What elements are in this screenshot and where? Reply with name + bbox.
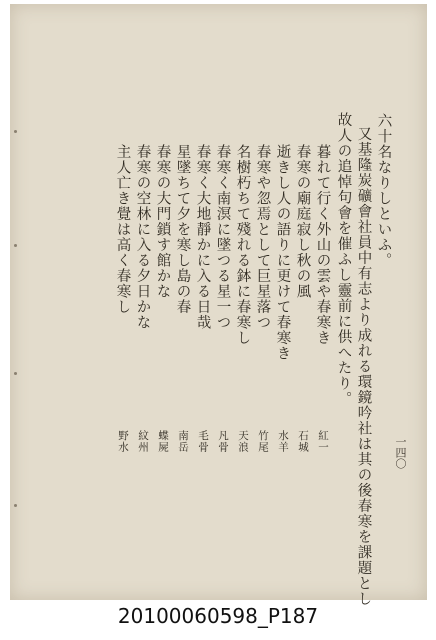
image-caption: 20100060598_P187 <box>117 604 319 628</box>
text-column: 又基隆炭礦會社員中有志より成れる環鏡吟社は其の後春寒を課題とし <box>355 126 372 607</box>
author-name: 紅一 <box>317 430 329 453</box>
author-name: 竹尾 <box>257 430 269 453</box>
text-column: 六十名なりしといふ。 <box>375 113 392 268</box>
binding-hole <box>14 372 17 375</box>
author-name: 天浪 <box>237 430 249 453</box>
haiku-line: 暮れて行く外山の雲や春寒き <box>314 144 331 346</box>
haiku-line: 春寒く南溟に墜つる星一つ <box>214 144 231 330</box>
author-name: 紋州 <box>137 430 149 453</box>
text-column: 故人の追悼句會を催ふし靈前に供へたり。 <box>335 112 352 407</box>
haiku-line: 春寒の空林に入る夕日かな <box>134 144 151 330</box>
haiku-line: 春寒く大地靜かに入る日哉 <box>194 144 211 330</box>
document-page <box>10 4 427 607</box>
author-name: 凡骨 <box>217 430 229 453</box>
page-number: 一四〇 <box>394 436 407 469</box>
author-name: 南岳 <box>177 430 189 453</box>
haiku-line: 主人亡き覺は高く春寒し <box>114 144 131 315</box>
haiku-line: 春寒の廟庭寂し秋の風 <box>294 144 311 299</box>
author-name: 野水 <box>117 430 129 453</box>
binding-hole <box>14 504 17 507</box>
author-name: 石城 <box>297 430 309 453</box>
author-name: 蝶屍 <box>157 430 169 453</box>
haiku-line: 星墜ちて夕を寒し島の春 <box>174 144 191 315</box>
binding-hole <box>14 130 17 133</box>
haiku-line: 名樹朽ちて殘れる鉢に春寒し <box>234 144 251 346</box>
haiku-line: 逝きし人の語りに更けて春寒き <box>274 144 291 361</box>
binding-hole <box>14 244 17 247</box>
author-name: 水羊 <box>277 430 289 453</box>
haiku-line: 春寒の大門鎖す館かな <box>154 144 171 299</box>
haiku-line: 春寒や忽焉として巨星落つ <box>254 144 271 330</box>
author-name: 毛骨 <box>197 430 209 453</box>
